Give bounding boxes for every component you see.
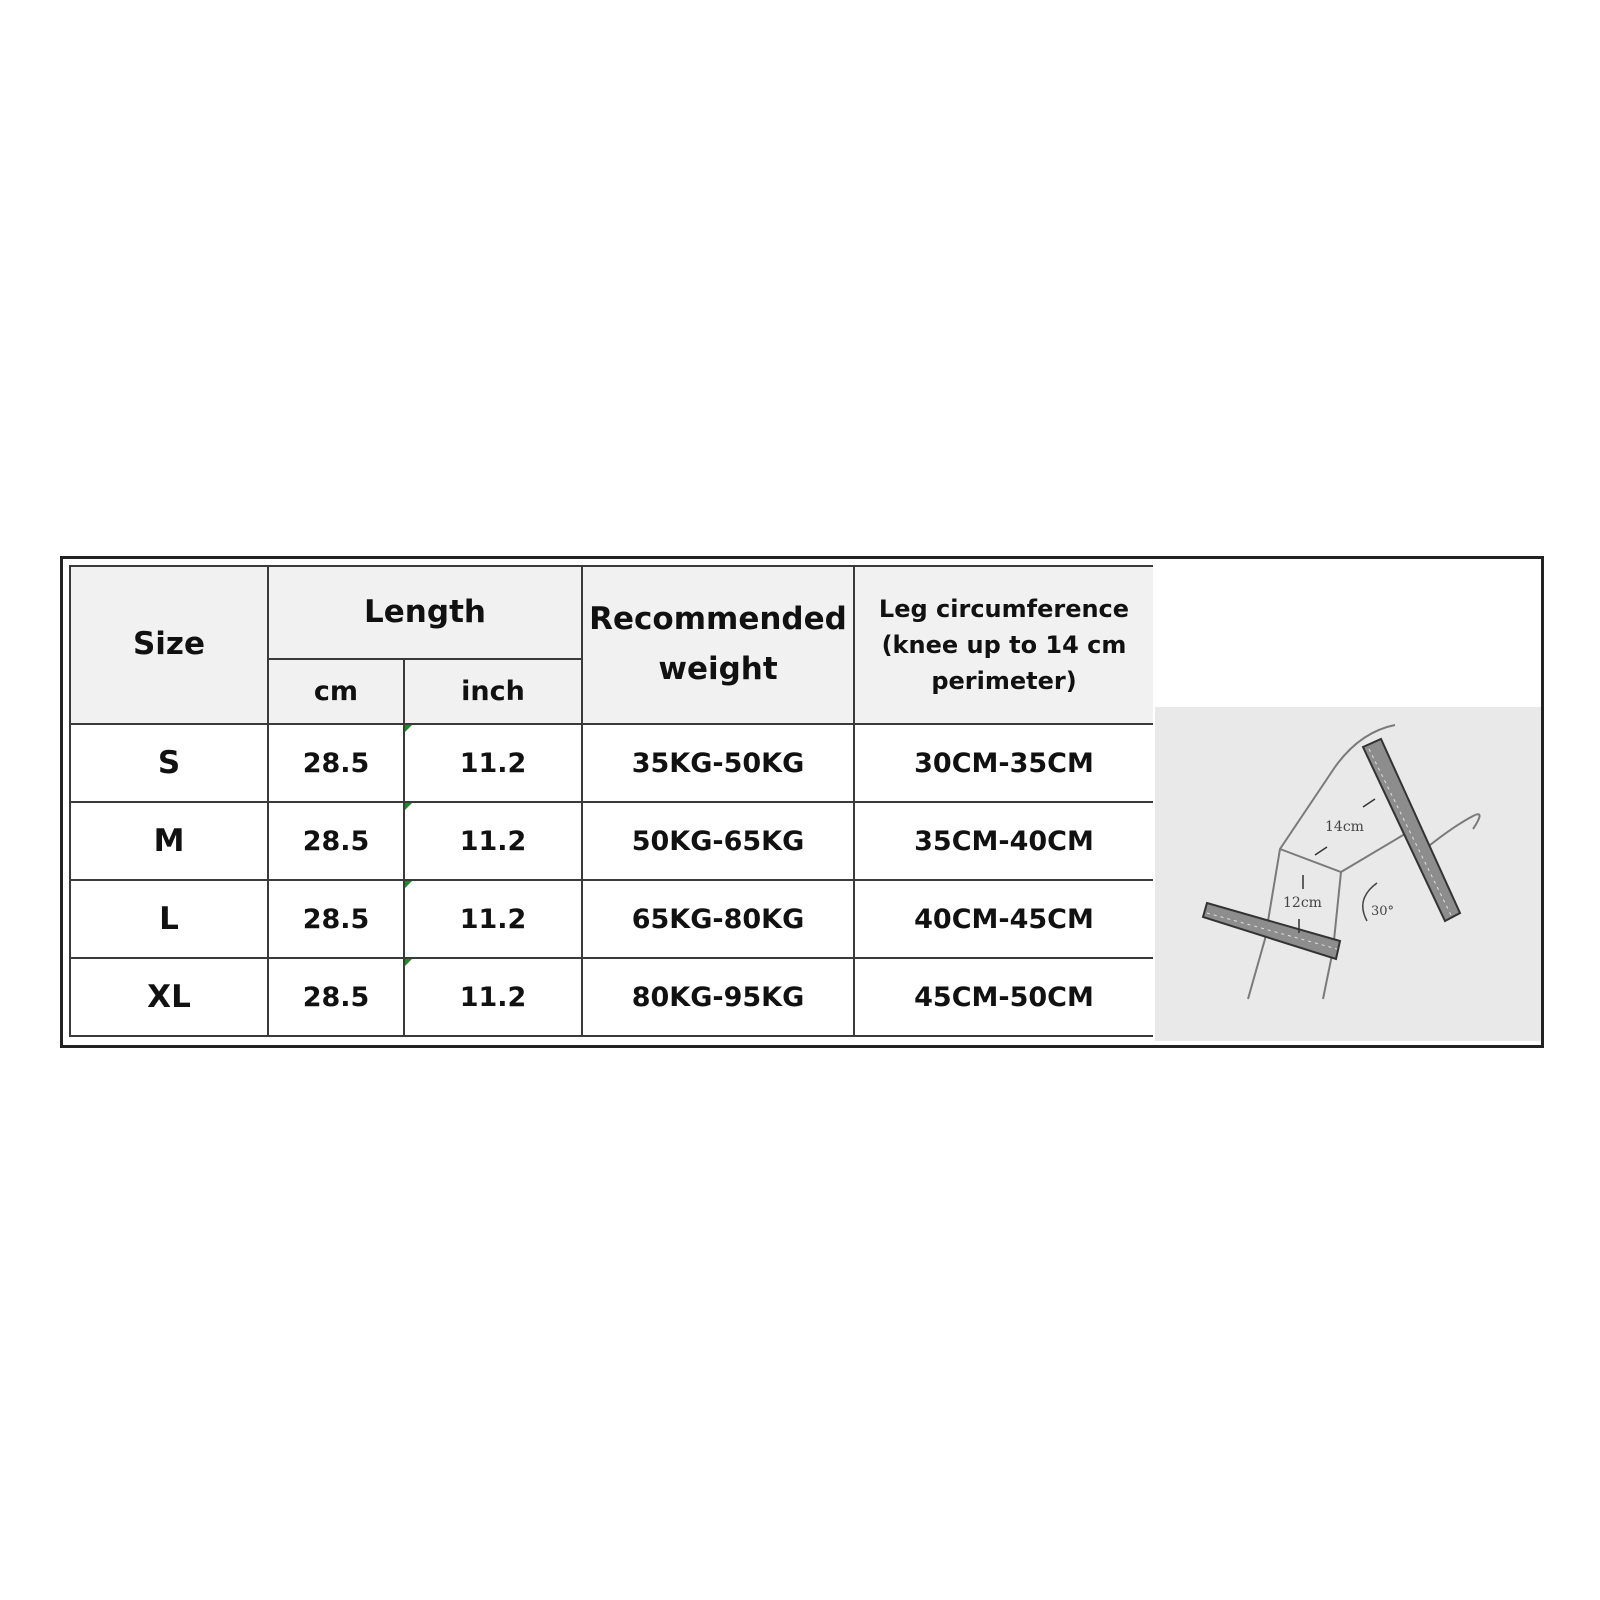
inch-value: 11.2: [459, 903, 527, 935]
weight-cell: 65KG-80KG: [582, 880, 854, 958]
shin-back-outline: [1323, 872, 1341, 999]
leg-cell: 40CM-45CM: [854, 880, 1154, 958]
leg-cell: 35CM-40CM: [854, 802, 1154, 880]
table-row: [70, 958, 1154, 1036]
header-row: [70, 566, 1154, 659]
lower-tape-band: [1203, 903, 1340, 959]
weight-header-line1: Recommended: [589, 601, 847, 638]
cm-cell: 28.5: [268, 724, 404, 802]
upper-tape-band: [1363, 739, 1460, 921]
leg-outline: [1248, 725, 1480, 999]
length-header: Length: [268, 566, 582, 659]
weight-header-line2: weight: [658, 651, 778, 687]
inch-cell: [404, 880, 582, 958]
leg-header-line3: perimeter): [931, 667, 1077, 695]
lower-tape-measure: [1203, 903, 1340, 959]
cell-comment-marker: [405, 959, 412, 966]
label-14cm: 14cm: [1325, 819, 1364, 835]
inch-header: inch: [404, 659, 582, 724]
cm-cell: 28.5: [268, 802, 404, 880]
kneecap-outline: [1280, 831, 1410, 872]
inch-value: 11.2: [459, 981, 527, 1013]
arrow-14cm-upper: [1363, 799, 1375, 807]
table-row: [70, 802, 1154, 880]
knee-measurement-figure: [1155, 707, 1541, 1041]
upper-tape-measure: [1363, 739, 1460, 921]
leg-cell: 30CM-35CM: [854, 724, 1154, 802]
size-cell: M: [70, 802, 268, 880]
label-12cm: 12cm: [1283, 895, 1322, 911]
inch-cell: [404, 958, 582, 1036]
size-header: Size: [70, 566, 268, 724]
cell-comment-marker: [405, 803, 412, 810]
cm-cell: 28.5: [268, 958, 404, 1036]
size-cell: L: [70, 880, 268, 958]
leg-header-line1: Leg circumference: [878, 595, 1130, 623]
size-chart-frame: [60, 556, 1544, 1048]
table-row: [70, 724, 1154, 802]
inch-value: 11.2: [459, 747, 527, 779]
cm-header: cm: [268, 659, 404, 724]
leg-front-outline: [1248, 767, 1335, 999]
weight-cell: 50KG-65KG: [582, 802, 854, 880]
cm-cell: 28.5: [268, 880, 404, 958]
size-table: [69, 565, 1155, 1037]
arrow-14cm-lower: [1315, 847, 1327, 855]
table-row: [70, 880, 1154, 958]
knee-measurement-icon: [1155, 707, 1541, 1041]
cell-comment-marker: [405, 881, 412, 888]
weight-cell: 35KG-50KG: [582, 724, 854, 802]
inch-value: 11.2: [459, 825, 527, 857]
weight-header: [582, 566, 854, 724]
inch-cell: [404, 724, 582, 802]
size-cell: S: [70, 724, 268, 802]
label-30-degrees: 30°: [1371, 904, 1395, 919]
leg-cell: 45CM-50CM: [854, 958, 1154, 1036]
calf-back-outline: [1425, 815, 1475, 849]
cell-comment-marker: [405, 725, 412, 732]
leg-header: [854, 566, 1154, 724]
leg-header-line2: (knee up to 14 cm: [881, 631, 1127, 659]
inch-cell: [404, 802, 582, 880]
weight-cell: 80KG-95KG: [582, 958, 854, 1036]
size-cell: XL: [70, 958, 268, 1036]
